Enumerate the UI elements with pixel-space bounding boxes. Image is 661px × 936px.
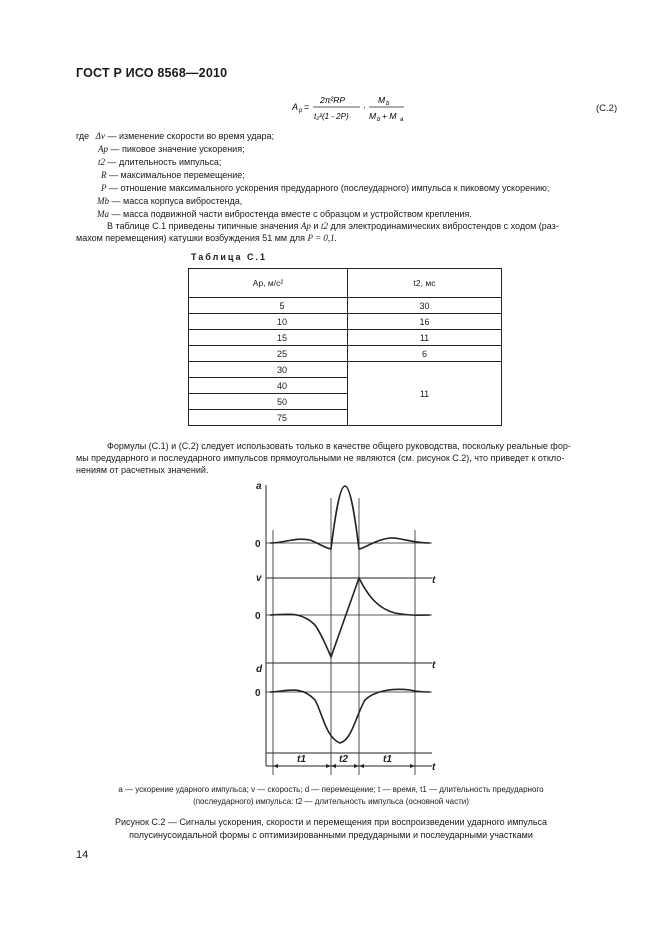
para1-and: и	[313, 221, 319, 231]
label-t1-right: t1	[383, 754, 392, 765]
col-header-t2: t2, мс	[348, 269, 502, 298]
def-row-6	[97, 209, 472, 219]
document-header: ГОСТ Р ИСО 8568—2010	[76, 66, 228, 80]
cell-ap: 15	[189, 330, 348, 346]
label-t-3: t	[432, 762, 436, 773]
def-row-0	[76, 131, 274, 141]
cell-t2: 11	[348, 330, 502, 346]
curve-velocity	[270, 578, 430, 657]
def-sym: Ap	[98, 144, 108, 154]
formula-lhs-sub: p	[299, 108, 303, 114]
def-row-2	[98, 157, 221, 167]
label-t-2: t	[432, 660, 436, 671]
formula-graphic	[292, 92, 412, 124]
cell-t2: 16	[348, 314, 502, 330]
table-row	[189, 362, 502, 378]
formula-den1: t₂²(1 - 2P)	[314, 112, 349, 121]
formula-eq: =	[304, 102, 310, 112]
para-table-intro-line2	[76, 232, 337, 244]
curve-acceleration	[270, 486, 430, 549]
table-c1	[188, 268, 502, 426]
figure-c2-signals	[220, 475, 450, 775]
def-text: — длительность импульса;	[107, 157, 222, 167]
formula-lhs: A	[292, 102, 299, 112]
cell-ap: 10	[189, 314, 348, 330]
label-t2: t2	[339, 754, 348, 765]
def-row-4	[101, 183, 549, 193]
def-sym: P	[101, 183, 107, 193]
def-sym: Ma	[97, 209, 109, 219]
table-row	[189, 314, 502, 330]
para1-p-value: P = 0,1.	[307, 233, 337, 243]
def-sym: Δv	[95, 131, 105, 141]
figure-title-line1: Рисунок С.2 — Сигналы ускорения, скорости и перемещения при воспроизведении ударного импульса	[114, 817, 548, 827]
table-row	[189, 330, 502, 346]
formula-num1: 2π²RP	[320, 95, 346, 105]
def-text: — максимальное перемещение;	[109, 170, 245, 180]
table-title: Таблица С.1	[191, 252, 268, 262]
formula-num2: M	[378, 95, 386, 105]
label-zero-d: 0	[255, 688, 261, 699]
def-text: — масса корпуса вибростенда,	[111, 196, 243, 206]
formula-den2-plus: + M	[382, 111, 397, 121]
para1-sym-ap: Ap	[300, 221, 311, 231]
figure-title-line2: полусинусоидальной формы с оптимизированными предударными и послеударными участками	[129, 830, 533, 840]
cell-ap: 5	[189, 298, 348, 314]
para2-line1: Формулы (С.1) и (С.2) следует использовать только в качестве общего руководства, поскольку реальные фор-	[107, 441, 571, 451]
figure-caption-line1: a — ускорение ударного импульса; v — скорость; d — перемещение; t — время, t1 — длительность предударного	[118, 785, 544, 794]
label-zero-v: 0	[255, 611, 261, 622]
formula-den2-sub1: b	[377, 117, 381, 123]
formula-den2: M	[369, 111, 377, 121]
label-zero-a: 0	[255, 539, 261, 550]
cell-t2: 30	[348, 298, 502, 314]
formula-dot: ·	[363, 102, 366, 112]
cell-ap: 50	[189, 394, 348, 410]
formula-number: (C.2)	[596, 103, 618, 114]
para1-text-b: для электродинамических вибростендов с ходом (раз-	[330, 221, 559, 231]
cell-ap: 30	[189, 362, 348, 378]
def-sym: t2	[98, 157, 106, 167]
table-row	[189, 298, 502, 314]
table-row	[189, 346, 502, 362]
para2-line3: нениям от расчетных значений.	[76, 465, 209, 475]
def-sym: R	[101, 170, 107, 180]
label-v: v	[256, 573, 262, 584]
cell-ap: 40	[189, 378, 348, 394]
para1-text-a: В таблице С.1 приведены типичные значения	[107, 221, 299, 231]
def-row-1	[98, 144, 245, 154]
curve-displacement	[270, 689, 430, 743]
para1-sym-t2: t2	[320, 221, 328, 231]
cell-ap: 75	[189, 410, 348, 426]
def-row-3	[101, 170, 245, 180]
formula-c2	[292, 92, 412, 124]
col-header-ap: Ap, м/с²	[189, 269, 348, 298]
label-t1-left: t1	[297, 754, 306, 765]
def-text: — пиковое значение ускорения;	[110, 144, 245, 154]
cell-t2-merged: 11	[348, 362, 502, 426]
def-intro: где	[76, 131, 90, 141]
page-number: 14	[76, 849, 89, 861]
figure-caption-line2: (послеударного) импульса: t2 — длительность импульса (основной части)	[193, 797, 469, 806]
label-a: a	[256, 481, 262, 492]
def-text: — отношение максимального ускорения предударного (послеударного) импульса к пиковому ускорению;	[109, 183, 550, 193]
cell-t2: 6	[348, 346, 502, 362]
para1-line2: махом перемещения) катушки возбуждения 51 мм для	[76, 233, 305, 243]
def-text: — изменение скорости во время удара;	[107, 131, 274, 141]
formula-den2-sub2: a	[400, 117, 404, 123]
label-t-1: t	[432, 575, 436, 586]
def-row-5	[97, 196, 242, 206]
def-text: — масса подвижной части вибростенда вместе с образцом и устройством крепления.	[111, 209, 472, 219]
label-d: d	[256, 664, 263, 675]
formula-num2-sub: b	[386, 101, 390, 107]
para-table-intro-line1	[107, 220, 559, 232]
para2-line2: мы предударного и послеударного импульсов прямоугольными не являются (см. рисунок С.2), что приведет к откло-	[76, 453, 565, 463]
def-sym: Mb	[97, 196, 109, 206]
cell-ap: 25	[189, 346, 348, 362]
table-header-row	[189, 269, 502, 298]
